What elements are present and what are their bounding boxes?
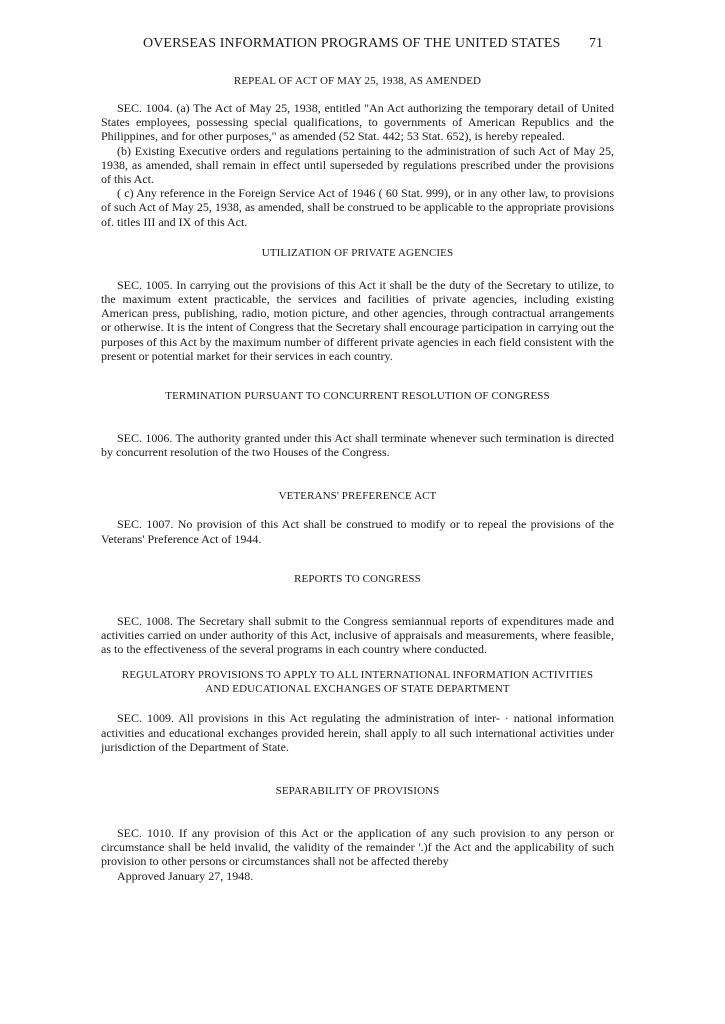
section-heading-repeal: REPEAL OF ACT OF MAY 25, 1938, AS AMENDED: [233, 75, 482, 87]
paragraph-sec-1010: SEC. 1010. If any provision of this Act or the application of any such provision to any person or circumstance shall be held invalid, the validity of the remainder '.)f the Act and the applicability of such provision to other persons or circumstances shall not be affected thereby: [101, 826, 614, 869]
section-heading-regulatory-line-2: AND EDUCATIONAL EXCHANGES OF STATE DEPARTMENT: [205, 683, 510, 696]
paragraph-sec-1004-a: SEC. 1004. (a) The Act of May 25, 1938, entitled "An Act authorizing the temporary detail of United States employees, possessing special qualifications, to governments of American Republics and the Philippines, and for other purposes," as amended (52 Stat. 442; 53 Stat. 652), is hereby repealed.: [101, 101, 614, 144]
section-heading-veterans: VETERANS' PREFERENCE ACT: [278, 490, 437, 503]
page-number: 71: [589, 36, 603, 51]
paragraph-sec-1004-b: (b) Existing Executive orders and regulations pertaining to the administration of such Act of May 25, 1938, as amended, shall remain in effect until superseded by regulations prescribed under the provisions of this Act.: [101, 143, 614, 187]
paragraph-sec-1005: SEC. 1005. In carrying out the provisions of this Act it shall be the duty of the Secretary to utilize, to the maximum extent practicable, the services and facilities of private agencies, including existing American press, publishing, radio, motion picture, and other agencies, through contractual arrangements or otherwise. It is the intent of Congress that the Secretary shall encourage participation in carrying out the purposes of this Act by the maximum number of different private agencies in each field consistent with the present or potential market for their services in each country.: [101, 277, 614, 363]
page-body: [101, 74, 614, 883]
running-head: OVERSEAS INFORMATION PROGRAMS OF THE UNITED STATES: [143, 36, 561, 51]
approval-date-line: Approved January 27, 1948.: [117, 868, 254, 883]
section-heading-reports: REPORTS TO CONGRESS: [294, 572, 421, 585]
paragraph-sec-1009: SEC. 1009. All provisions in this Act regulating the administration of inter- · national information activities and educational exchanges provided herein, shall apply to all such international activities under jurisdiction of the Department of State.: [101, 711, 614, 754]
section-heading-separability: SEPARABILITY OF PROVISIONS: [275, 785, 440, 798]
section-heading-private-agencies: UTILIZATION OF PRIVATE AGENCIES: [261, 246, 454, 259]
paragraph-sec-1007: SEC. 1007. No provision of this Act shall be construed to modify or to repeal the provisions of the Veterans' Preference Act of 1944.: [101, 517, 614, 546]
section-heading-regulatory: [101, 668, 614, 696]
section-heading-termination: TERMINATION PURSUANT TO CONCURRENT RESOLUTION OF CONGRESS: [165, 390, 550, 403]
paragraph-sec-1004-c: ( c) Any reference in the Foreign Service Act of 1946 ( 60 Stat. 999), or in any other law, to provisions of such Act of May 25, 1938, as amended, shall be construed to be applicable to the appropriate provisions of. titles III and IX of this Act.: [101, 186, 614, 229]
paragraph-sec-1006: SEC. 1006. The authority granted under this Act shall terminate whenever such termination is directed by concurrent resolution of the two Houses of the Congress.: [101, 431, 614, 460]
section-heading-regulatory-line-1: REGULATORY PROVISIONS TO APPLY TO ALL INTERNATIONAL INFORMATION ACTIVITIES: [121, 669, 594, 682]
paragraph-sec-1008: SEC. 1008. The Secretary shall submit to the Congress semiannual reports of expenditures made and activities carried on under authority of this Act, inclusive of appraisals and measurements, where feasible, as to the effectiveness of the several programs in each country where conducted.: [101, 613, 614, 657]
